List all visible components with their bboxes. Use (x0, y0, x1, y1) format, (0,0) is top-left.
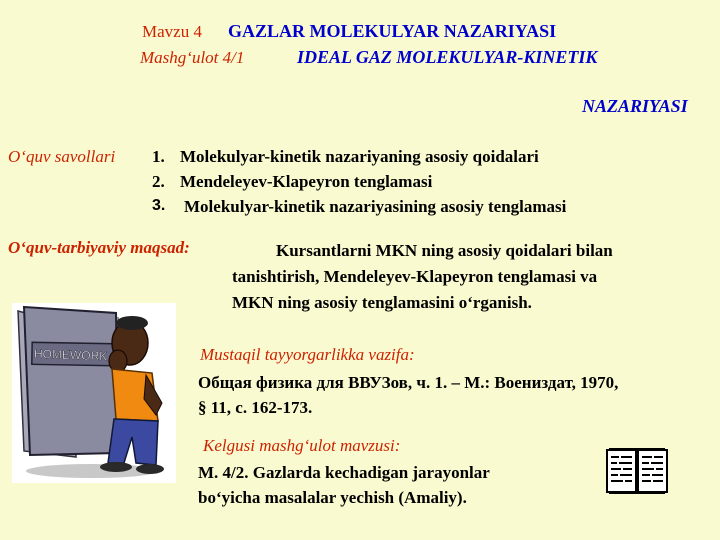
question-number: 2. (152, 172, 165, 191)
question-item: Molekulyar-kinetik nazariyasining asosiy tenglamasi (184, 197, 567, 216)
goal-line: MKN ning asosiy tenglamasini o‘rganish. (232, 293, 532, 312)
topic-title: GAZLAR MOLEKULYAR NAZARIYASI (228, 21, 557, 41)
next-lesson-line: bo‘yicha masalalar yechish (Amaliy). (198, 488, 467, 507)
study-questions-label: O‘quv savollari (8, 147, 116, 166)
question-item: Mendeleyev-Klapeyron tenglamasi (180, 172, 433, 191)
topic-label: Mavzu 4 (142, 22, 202, 41)
goal-line: tanishtirish, Mendeleyev-Klapeyron tenglamasi va (232, 267, 598, 286)
question-item: Molekulyar-kinetik nazariyaning asosiy qoidalari (180, 147, 539, 166)
book-cover-text: HOMEWORK (33, 346, 108, 364)
open-book-icon (606, 447, 668, 495)
homework-illustration (12, 303, 176, 483)
goal-line: Kursantlarni MKN ning asosiy qoidalari bilan (276, 241, 613, 260)
assignment-line: Общая физика для ВВУЗов, ч. 1. – М.: Воениздат, 1970, (198, 373, 619, 392)
next-lesson-label: Kelgusi mashg‘ulot mavzusi: (203, 436, 401, 455)
lesson-title-line1: IDEAL GAZ MOLEKULYAR-KINETIK (297, 47, 598, 67)
homework-assignment-label: Mustaqil tayyorgarlikka vazifa: (200, 345, 415, 364)
next-lesson-line: M. 4/2. Gazlarda kechadigan jarayonlar (198, 463, 490, 482)
educational-goal-label: O‘quv-tarbiyaviy maqsad: (8, 238, 190, 257)
lesson-title-line2: NAZARIYASI (582, 96, 688, 116)
next-lesson-text (198, 460, 490, 510)
question-number: 1. (152, 147, 165, 166)
assignment-line: § 11, с. 162-173. (198, 398, 313, 417)
homework-assignment-text (198, 370, 618, 420)
question-number: 3. (152, 197, 166, 214)
educational-goal-text (232, 238, 712, 316)
lesson-label: Mashg‘ulot 4/1 (140, 48, 245, 67)
